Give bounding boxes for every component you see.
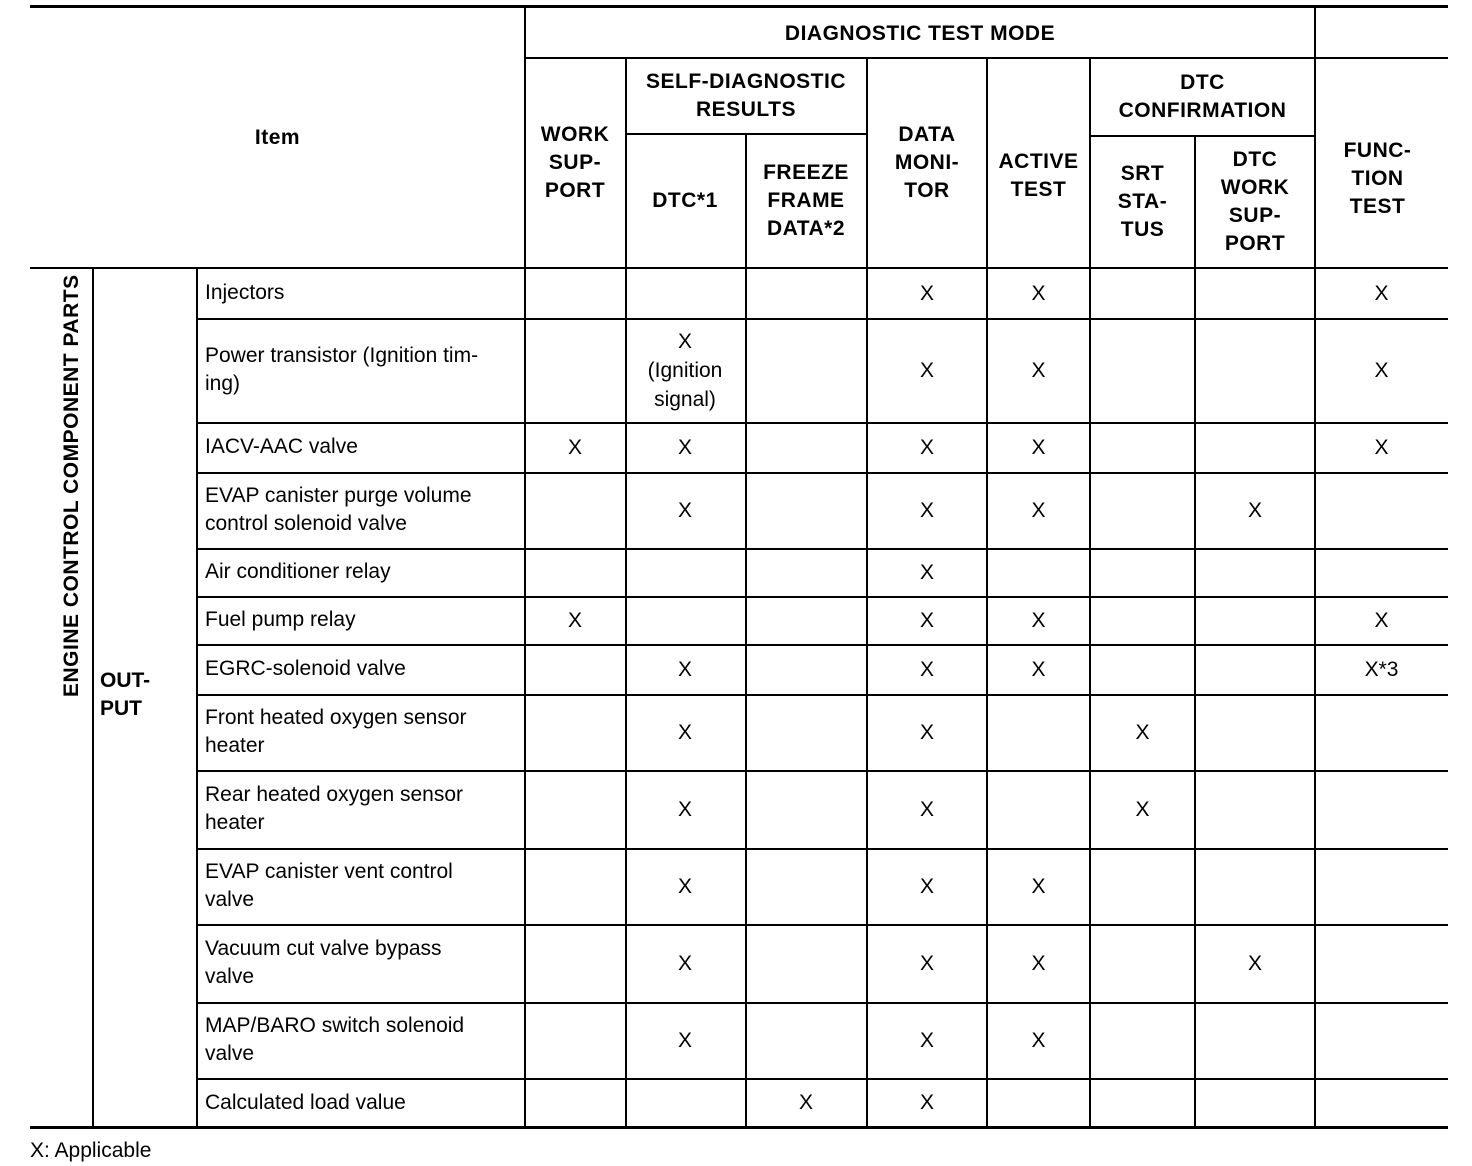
row-cell: X xyxy=(1031,498,1046,522)
row-item-label: Air conditioner relay xyxy=(205,560,391,583)
row-cell xyxy=(1090,924,1195,1002)
row-cell xyxy=(525,268,625,318)
row-cell: X xyxy=(1031,281,1046,305)
row-item-label: Rear heated oxygen sensor heater xyxy=(205,783,463,834)
row-cell xyxy=(1090,422,1195,472)
row-cell xyxy=(987,1078,1090,1127)
row-cell: X xyxy=(919,874,934,898)
row-item-label: EVAP canister purge volume control solenoid valve xyxy=(205,484,472,535)
row-cell: X xyxy=(1031,608,1046,632)
row-cell: X xyxy=(677,657,692,681)
row-item-label: Injectors xyxy=(205,281,285,304)
row-cell: X xyxy=(919,797,934,821)
row-cell xyxy=(987,694,1090,770)
row-cell xyxy=(525,644,625,694)
row-item-label: Power transistor (Ignition tim- ing) xyxy=(205,344,479,395)
row-item-label: Calculated load value xyxy=(205,1090,406,1114)
row-cell xyxy=(525,694,625,770)
row-item-label: EVAP canister vent control valve xyxy=(205,860,453,911)
category-output: OUT- PUT xyxy=(100,669,151,720)
row-item-label: Fuel pump relay xyxy=(205,608,356,631)
grid-line xyxy=(30,5,1448,8)
row-cell: X xyxy=(919,1091,934,1114)
row-item-label: IACV-AAC valve xyxy=(205,435,358,458)
row-cell xyxy=(1195,1078,1315,1127)
row-cell xyxy=(745,596,867,644)
row-cell xyxy=(625,596,745,644)
row-cell: X xyxy=(919,435,934,459)
row-cell xyxy=(625,1078,745,1127)
row-cell: X xyxy=(919,608,934,632)
row-cell xyxy=(1315,1002,1448,1078)
header-active-test: ACTIVE TEST xyxy=(998,150,1079,201)
row-cell xyxy=(1195,1002,1315,1078)
row-cell xyxy=(525,1078,625,1127)
row-cell: X xyxy=(919,498,934,522)
row-cell xyxy=(745,694,867,770)
row-cell: X xyxy=(919,1028,934,1052)
row-cell xyxy=(525,548,625,596)
row-cell: X xyxy=(919,720,934,744)
row-cell xyxy=(525,848,625,924)
header-freeze-frame-data: FREEZE FRAME DATA*2 xyxy=(763,161,849,240)
row-cell xyxy=(525,318,625,422)
row-cell: X xyxy=(1031,435,1046,459)
row-cell xyxy=(525,472,625,548)
header-function-test: FUNC- TION TEST xyxy=(1343,139,1412,218)
row-cell: X xyxy=(1247,951,1262,975)
row-cell xyxy=(745,644,867,694)
row-cell xyxy=(1090,268,1195,318)
row-cell xyxy=(1090,1002,1195,1078)
row-cell xyxy=(1090,1078,1195,1127)
row-cell: X xyxy=(1031,657,1046,681)
row-cell: X xyxy=(798,1091,813,1114)
row-cell: X xyxy=(677,720,692,744)
row-cell: X (Ignition signal) xyxy=(647,329,723,411)
row-cell xyxy=(1315,1078,1448,1127)
row-cell: X xyxy=(1031,358,1046,382)
row-cell xyxy=(745,472,867,548)
row-cell: X xyxy=(1374,281,1389,305)
row-cell: X xyxy=(1374,358,1389,382)
row-cell: X xyxy=(1374,608,1389,632)
row-item-label: Front heated oxygen sensor heater xyxy=(205,706,467,757)
row-cell xyxy=(1090,848,1195,924)
row-cell xyxy=(1195,268,1315,318)
row-cell xyxy=(1195,318,1315,422)
row-cell: X xyxy=(1031,951,1046,975)
row-cell xyxy=(1195,596,1315,644)
row-cell xyxy=(1090,472,1195,548)
row-cell xyxy=(525,1002,625,1078)
row-cell: X xyxy=(1374,435,1389,459)
row-cell xyxy=(525,770,625,848)
footnote-applicable: X: Applicable xyxy=(30,1139,152,1162)
row-item-label: EGRC-solenoid valve xyxy=(205,657,406,680)
row-cell: X xyxy=(677,1028,692,1052)
row-cell xyxy=(745,548,867,596)
row-cell xyxy=(1195,848,1315,924)
row-cell xyxy=(1315,848,1448,924)
row-cell: X*3 xyxy=(1364,657,1399,681)
row-cell xyxy=(745,422,867,472)
row-cell xyxy=(1195,548,1315,596)
row-cell xyxy=(745,1002,867,1078)
row-cell: X xyxy=(1135,797,1150,821)
header-dtc-confirmation: DTC CONFIRMATION xyxy=(1118,71,1287,122)
row-cell: X xyxy=(1135,720,1150,744)
grid-line xyxy=(92,268,94,1127)
header-diagnostic-test-mode: DIAGNOSTIC TEST MODE xyxy=(784,22,1056,45)
row-cell xyxy=(745,848,867,924)
row-cell: X xyxy=(677,435,692,459)
row-item-label: Vacuum cut valve bypass valve xyxy=(205,937,442,988)
row-cell xyxy=(1090,318,1195,422)
row-cell: X xyxy=(1031,874,1046,898)
row-cell: X xyxy=(919,657,934,681)
row-cell xyxy=(525,924,625,1002)
row-cell xyxy=(1315,472,1448,548)
row-cell xyxy=(1315,770,1448,848)
row-cell: X xyxy=(919,951,934,975)
row-cell: X xyxy=(677,498,692,522)
row-cell: X xyxy=(1031,1028,1046,1052)
row-cell xyxy=(625,268,745,318)
row-cell xyxy=(745,770,867,848)
header-dtc1: DTC*1 xyxy=(652,189,718,212)
row-cell xyxy=(1195,644,1315,694)
row-cell xyxy=(745,924,867,1002)
row-cell xyxy=(1315,924,1448,1002)
header-item: Item xyxy=(254,126,301,149)
row-cell xyxy=(745,318,867,422)
row-cell xyxy=(987,548,1090,596)
row-cell xyxy=(1195,694,1315,770)
row-cell xyxy=(1315,548,1448,596)
row-cell: X xyxy=(677,874,692,898)
header-self-diagnostic-results: SELF-DIAGNOSTIC RESULTS xyxy=(646,70,846,121)
row-cell: X xyxy=(919,358,934,382)
row-cell xyxy=(1090,644,1195,694)
header-srt-status: SRT STA- TUS xyxy=(1117,162,1168,241)
row-cell: X xyxy=(677,951,692,975)
row-item-label: MAP/BARO switch solenoid valve xyxy=(205,1014,465,1065)
row-cell: X xyxy=(919,560,934,584)
row-cell: X xyxy=(567,608,582,632)
header-data-monitor: DATA MONI- TOR xyxy=(894,123,960,202)
row-cell xyxy=(1315,694,1448,770)
row-cell xyxy=(745,268,867,318)
row-cell xyxy=(987,770,1090,848)
row-cell xyxy=(1195,422,1315,472)
row-cell xyxy=(1090,596,1195,644)
row-cell: X xyxy=(677,797,692,821)
header-work-support: WORK SUP- PORT xyxy=(540,123,610,202)
diagnostic-table-document: Item DIAGNOSTIC TEST MODE WORK SUP- PORT SELF-DIAGNOSTIC RESULTS DTC*1 FREEZE FRAME DATA*2 DATA MONI- TOR ACTIVE TEST DTC CONFIRMATION SRT STA- TUS DTC WORK SUP- PORT FUNC- TION TEST ENGINE CONTROL COMPONENT PARTS OUT- PUT Injectors X X X Power transistor (Ignition tim- ing) X (Ignition signal) X X X IACV-AAC valve X X X X X EVAP canister purge volume control solenoid valve X X X X Air conditioner relay X Fuel pump relay X X X X EGRC-solenoid valve X X X X*3 Front heated oxygen sensor heater X X X Rear heated oxygen sensor heater X X X EVAP canister vent control valve X X X Vacuum cut valve bypass valve X X X X MAP/BARO switch solenoid valve X X X Calculated load value X X X: Applicable xyxy=(0,0,1472,1166)
row-cell: X xyxy=(919,281,934,305)
row-cell xyxy=(625,548,745,596)
row-cell: X xyxy=(567,435,582,459)
header-dtc-work-support: DTC WORK SUP- PORT xyxy=(1220,148,1290,255)
row-cell xyxy=(1195,770,1315,848)
row-cell xyxy=(1090,548,1195,596)
row-cell: X xyxy=(1247,498,1262,522)
